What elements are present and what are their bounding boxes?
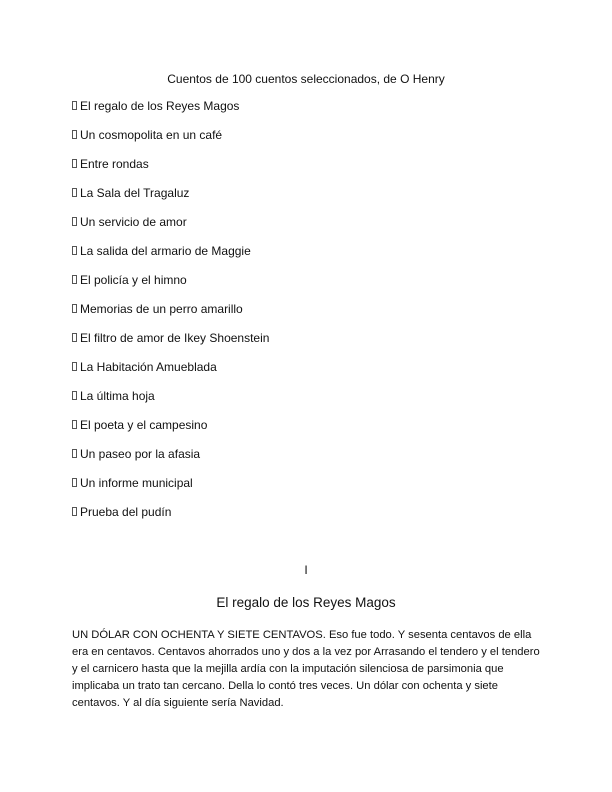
missing-glyph-icon bbox=[72, 275, 77, 284]
missing-glyph-icon bbox=[72, 159, 77, 168]
missing-glyph-icon bbox=[72, 362, 77, 371]
section-numeral: I bbox=[304, 563, 308, 577]
toc-item-label: Un servicio de amor bbox=[80, 215, 187, 229]
missing-glyph-icon bbox=[72, 478, 77, 487]
toc-item-label: Memorias de un perro amarillo bbox=[80, 302, 243, 316]
toc-item-label: Un informe municipal bbox=[80, 476, 193, 490]
toc-item bbox=[72, 330, 269, 359]
toc-item bbox=[72, 417, 269, 446]
toc-item-label: La salida del armario de Maggie bbox=[80, 244, 251, 258]
toc-item bbox=[72, 185, 269, 214]
missing-glyph-icon bbox=[72, 420, 77, 429]
toc-item-label: Un cosmopolita en un café bbox=[80, 128, 223, 142]
missing-glyph-icon bbox=[72, 246, 77, 255]
missing-glyph-icon bbox=[72, 304, 77, 313]
toc-item-label: El poeta y el campesino bbox=[80, 418, 208, 432]
document-title: Cuentos de 100 cuentos seleccionados, de O Henry bbox=[167, 72, 445, 86]
missing-glyph-icon bbox=[72, 217, 77, 226]
toc-item bbox=[72, 446, 269, 475]
missing-glyph-icon bbox=[72, 507, 77, 516]
toc-item-label: La última hoja bbox=[80, 389, 155, 403]
toc-item-label: El filtro de amor de Ikey Shoenstein bbox=[80, 331, 270, 345]
missing-glyph-icon bbox=[72, 130, 77, 139]
toc-item bbox=[72, 272, 269, 301]
toc-item-label: La Sala del Tragaluz bbox=[80, 186, 190, 200]
table-of-contents bbox=[72, 98, 269, 533]
missing-glyph-icon bbox=[72, 391, 77, 400]
toc-item-label: Prueba del pudín bbox=[80, 505, 172, 519]
story-title: El regalo de los Reyes Magos bbox=[216, 595, 396, 610]
toc-item bbox=[72, 214, 269, 243]
missing-glyph-icon bbox=[72, 449, 77, 458]
toc-item-label: Un paseo por la afasia bbox=[80, 447, 201, 461]
toc-item bbox=[72, 504, 269, 533]
story-paragraph: UN DÓLAR CON OCHENTA Y SIETE CENTAVOS. Eso fue todo. Y sesenta centavos de ella era en centavos. Centavos ahorrados uno y dos a la vez por Arrasando el tendero y el tendero y el carnicero hasta que la mejilla ardía con la imputación silenciosa de parsimonia que implicaba un trato tan cercano. Della lo contó tres veces. Un dólar con ochenta y siete centavos. Y al día siguiente sería Navidad. bbox=[72, 629, 540, 709]
toc-item-label: Entre rondas bbox=[80, 157, 149, 171]
missing-glyph-icon bbox=[72, 101, 77, 110]
missing-glyph-icon bbox=[72, 333, 77, 342]
toc-item-label: El regalo de los Reyes Magos bbox=[80, 99, 240, 113]
toc-item bbox=[72, 475, 269, 504]
toc-item bbox=[72, 98, 269, 127]
toc-item-label: La Habitación Amueblada bbox=[80, 360, 217, 374]
toc-item bbox=[72, 156, 269, 185]
toc-item bbox=[72, 359, 269, 388]
missing-glyph-icon bbox=[72, 188, 77, 197]
toc-item bbox=[72, 127, 269, 156]
toc-item bbox=[72, 301, 269, 330]
toc-item bbox=[72, 388, 269, 417]
toc-item bbox=[72, 243, 269, 272]
toc-item-label: El policía y el himno bbox=[80, 273, 187, 287]
